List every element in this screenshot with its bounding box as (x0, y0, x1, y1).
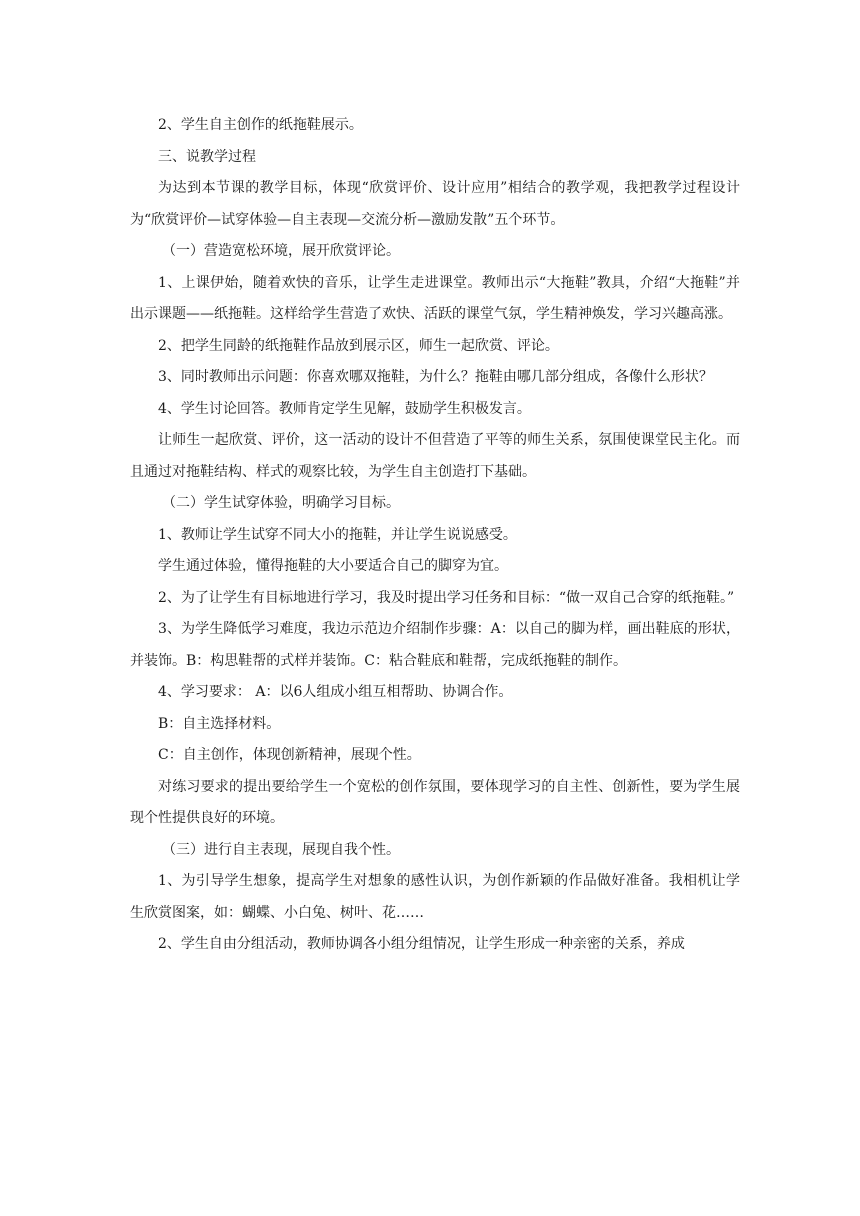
paragraph: 2、学生自由分组活动，教师协调各小组分组情况，让学生形成一种亲密的关系，养成 (158, 936, 685, 952)
paragraph: 1、为引导学生想象，提高学生对想象的感性认识，为创作新颖的作品做好准备。我相机让学生欣赏图案，如：蝴蝶、小白兔、树叶、花…… (130, 873, 740, 921)
paragraph: 4、学生讨论回答。教师肯定学生见解，鼓励学生积极发言。 (158, 400, 531, 417)
paragraph: 1、上课伊始，随着欢快的音乐，让学生走进课堂。教师出示“大拖鞋”教具，介绍“大拖鞋”并出示课题——纸拖鞋。这样给学生营造了欢快、活跃的课堂气氛，学生精神焕发，学习兴趣高涨。 (130, 274, 740, 322)
subsection-heading: （一）营造宽松环境，展开欣赏评论。 (162, 243, 400, 259)
paragraph: 对练习要求的提出要给学生一个宽松的创作氛围，要体现学习的自主性、创新性，要为学生展现个性提供良好的环境。 (130, 778, 740, 826)
document-body (130, 110, 740, 961)
paragraph: 4、学习要求： A：以6人组成小组互相帮助、协调合作。 (158, 684, 513, 700)
subsection-heading: （三）进行自主表现，展现自我个性。 (162, 841, 400, 858)
paragraph: 2、把学生同龄的纸拖鞋作品放到展示区，师生一起欣赏、评论。 (158, 337, 559, 354)
paragraph: 3、同时教师出示问题：你喜欢哪双拖鞋，为什么？拖鞋由哪几部分组成，各像什么形状？ (158, 369, 713, 385)
paragraph: 2、学生自主创作的纸拖鞋展示。 (158, 117, 363, 133)
paragraph: B：自主选择材料。 (158, 715, 281, 732)
paragraph: 2、为了让学生有目标地进行学习，我及时提出学习任务和目标：“做一双自己合穿的纸拖鞋。” (158, 589, 735, 606)
paragraph: 为达到本节课的教学目标，体现“欣赏评价、设计应用”相结合的教学观，我把教学过程设计为“欣赏评价—试穿体验—自主表现—交流分析—激励发散”五个环节。 (130, 180, 740, 228)
paragraph: 学生通过体验，懂得拖鞋的大小要适合自己的脚穿为宜。 (158, 558, 508, 574)
paragraph: 3、为学生降低学习难度，我边示范边介绍制作步骤：A：以自己的脚为样，画出鞋底的形状，并装饰。B：构思鞋帮的式样并装饰。C：粘合鞋底和鞋帮，完成纸拖鞋的制作。 (130, 621, 740, 669)
paragraph: 让师生一起欣赏、评价，这一活动的设计不但营造了平等的师生关系，氛围使课堂民主化。而且通过对拖鞋结构、样式的观察比较，为学生自主创造打下基础。 (130, 432, 740, 480)
section-heading: 三、说教学过程 (158, 148, 256, 165)
paragraph: C：自主创作，体现创新精神，展现个性。 (158, 747, 421, 763)
paragraph: 1、教师让学生试穿不同大小的拖鞋，并让学生说说感受。 (158, 526, 517, 543)
subsection-heading: （二）学生试穿体验，明确学习目标。 (162, 495, 400, 511)
